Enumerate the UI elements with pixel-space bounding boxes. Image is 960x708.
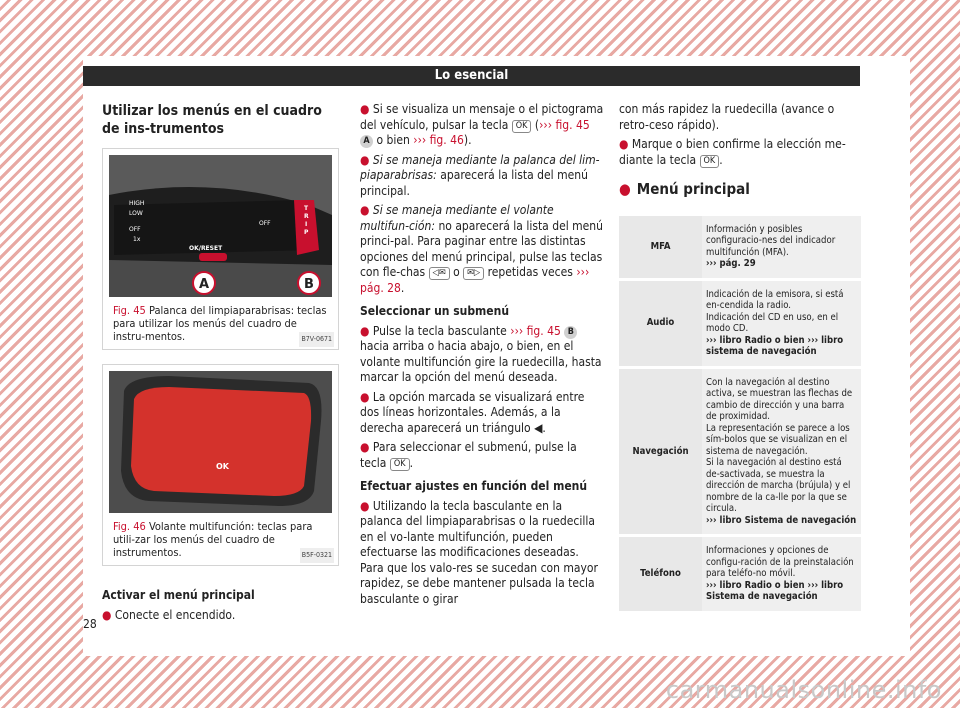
page-number: 28 xyxy=(83,617,97,631)
callout-b: B xyxy=(564,326,577,339)
para-2: ● Si se maneja mediante la palanca del lim-piaparabrisas: aparecerá la lista del menú principal. xyxy=(360,152,600,198)
figure-46-number: Fig. 46 xyxy=(113,520,146,533)
menu-row-line: ››› libro Sistema de navegación xyxy=(706,514,857,526)
figure-45-number: Fig. 45 xyxy=(113,304,146,317)
menu-row-description xyxy=(702,279,861,367)
menu-row xyxy=(619,216,861,280)
menu-row-key: MFA xyxy=(619,216,702,280)
submenu-step-3: ● Para seleccionar el submenú, pulse la tecla OK . xyxy=(360,440,577,470)
column-3 xyxy=(619,102,861,611)
column-2 xyxy=(360,102,605,611)
label-trip-p: P xyxy=(304,229,309,236)
label-low: LOW xyxy=(129,210,143,217)
menu-row-line: ››› libro Radio o bien ››› libro Sistema de navegación xyxy=(706,579,844,602)
page-28-link[interactable]: ››› pág. 28 xyxy=(360,265,590,295)
steering-buttons-image xyxy=(109,371,332,513)
adjust-step-1: ● Utilizando la tecla basculante en la palanca del limpiaparabrisas o la ruedecilla en el vo-lante multifunción, pueden efectuarse las modificaciones deseadas. Para que los valo-res se sucedan con mayor rapidez, se debe mantener pulsada la tecla basculante o girar xyxy=(360,498,598,606)
figure-46 xyxy=(102,364,339,566)
menu-row-line: Información y posibles configuracio-nes del indicador multifunción (MFA). xyxy=(706,223,836,258)
menu-row-key: Audio xyxy=(619,279,702,367)
label-off2: OFF xyxy=(259,220,271,227)
fig45-link-2[interactable]: ››› fig. 45 xyxy=(510,323,561,338)
column-1 xyxy=(102,102,337,627)
main-menu-table xyxy=(619,216,861,611)
menu-row-description xyxy=(702,367,861,536)
para-1: ● Si se visualiza un mensaje o el pictograma del vehículo, pulsar la tecla OK (››› fig. 45 A o bien ››› fig. 46). xyxy=(360,102,604,147)
menu-row xyxy=(619,536,861,611)
arrow-right-key: ✉▷ xyxy=(463,267,484,280)
menu-row-line: ››› libro Radio o bien ››› libro sistema de navegación xyxy=(706,334,844,357)
menu-row-line: Informaciones y opciones de configu-ración de la preinstalación para teléfo-no móvil. xyxy=(706,545,854,579)
continuation: con más rapidez la ruedecilla (avance o retro-ceso rápido). xyxy=(619,102,835,132)
activate-heading: Activar el menú principal xyxy=(102,588,255,602)
menu-row-line: Si la navegación al destino está de-sactivada, se muestra la dirección de marcha (brújula) y el nombre de la ca-lle por la que se circula. xyxy=(706,457,851,514)
label-trip-r: R xyxy=(304,213,309,220)
figure-45-caption-text: Palanca del limpiaparabrisas: teclas para utilizar los menús del cuadro de instru-mentos. xyxy=(113,304,327,343)
submenu-step-2: ● La opción marcada se visualizará entre dos líneas horizontales. Además, a la derecha aparecerá un triángulo ◀. xyxy=(360,389,585,435)
ok-key-3: OK xyxy=(700,155,720,168)
menu-row-line: Indicación de la emisora, si está en-cendida la radio. xyxy=(706,288,844,311)
figure-46-caption xyxy=(113,520,328,559)
label-1x: 1x xyxy=(133,236,141,243)
fig46-link[interactable]: ››› fig. 46 xyxy=(413,133,464,147)
label-trip-i: I xyxy=(305,221,308,228)
label-off: OFF xyxy=(129,226,141,233)
ok-key: OK xyxy=(512,120,532,133)
menu-row-description xyxy=(702,536,861,611)
submenu-step-1: ● Pulse la tecla basculante ››› fig. 45 B hacia arriba o hacia abajo, o bien, en el volante multifunción gire la ruedecilla, hasta marcar la opción del menú deseada. xyxy=(360,323,602,384)
adjust-heading: Efectuar ajustes en función del menú xyxy=(360,479,588,493)
figure-45 xyxy=(102,148,339,350)
page-header: Lo esencial xyxy=(83,66,860,86)
menu-row-line: ››› pág. 29 xyxy=(706,258,756,269)
activate-item: ● Conecte el encendido. xyxy=(102,607,236,622)
figure-46-code: B5F-0321 xyxy=(300,548,334,564)
label-ok: OK xyxy=(216,462,229,471)
menu-row-line: Indicación del CD en uso, en el modo CD. xyxy=(706,311,839,334)
confirm-step: ● Marque o bien confirme la elección me-diante la tecla OK . xyxy=(619,137,846,167)
submenu-heading: Seleccionar un submenú xyxy=(360,304,510,318)
menu-principal-heading: ● Menú principal xyxy=(619,180,750,198)
page xyxy=(83,56,910,656)
menu-row-line: Con la navegación al destino activa, se muestran las flechas de cambio de dirección y una barra de proximidad. xyxy=(706,376,853,422)
menu-row xyxy=(619,367,861,536)
label-trip-t: T xyxy=(304,205,309,212)
callout-b-label: B xyxy=(304,277,314,292)
section-title: Utilizar los menús en el cuadro de ins-trumentos xyxy=(102,103,322,137)
wiper-lever-image xyxy=(109,155,332,297)
menu-row-key: Navegación xyxy=(619,367,702,536)
menu-row-description xyxy=(702,216,861,280)
figure-46-caption-text: Volante multifunción: teclas para utili-zar los menús del cuadro de instrumentos. xyxy=(113,520,313,559)
menu-row xyxy=(619,279,861,367)
arrow-left-key: ◁✉ xyxy=(429,267,450,280)
callout-a-label: A xyxy=(199,277,210,292)
para-3: ● Si se maneja mediante el volante multifun-ción: no aparecerá la lista del menú princi-pal. Para paginar entre las distintas opciones del menú principal, pulse las teclas con fle-chas ◁✉ o ✉▷ repetidas veces ››› pág. 28. xyxy=(360,203,603,295)
figure-45-caption xyxy=(113,304,328,343)
ok-key-2: OK xyxy=(390,458,410,471)
label-high: HIGH xyxy=(129,200,145,207)
figure-45-code: B7V-0671 xyxy=(299,332,334,348)
menu-row-line: La representación se parece a los sím-bolos que se visualizan en el sistema de navegación. xyxy=(706,422,850,457)
callout-a: A xyxy=(360,135,373,148)
menu-row-key: Teléfono xyxy=(619,536,702,611)
label-okreset: OK/RESET xyxy=(189,245,223,252)
watermark: carmanualsonline.info xyxy=(665,676,942,704)
fig45-link[interactable]: ››› fig. 45 xyxy=(539,117,590,132)
